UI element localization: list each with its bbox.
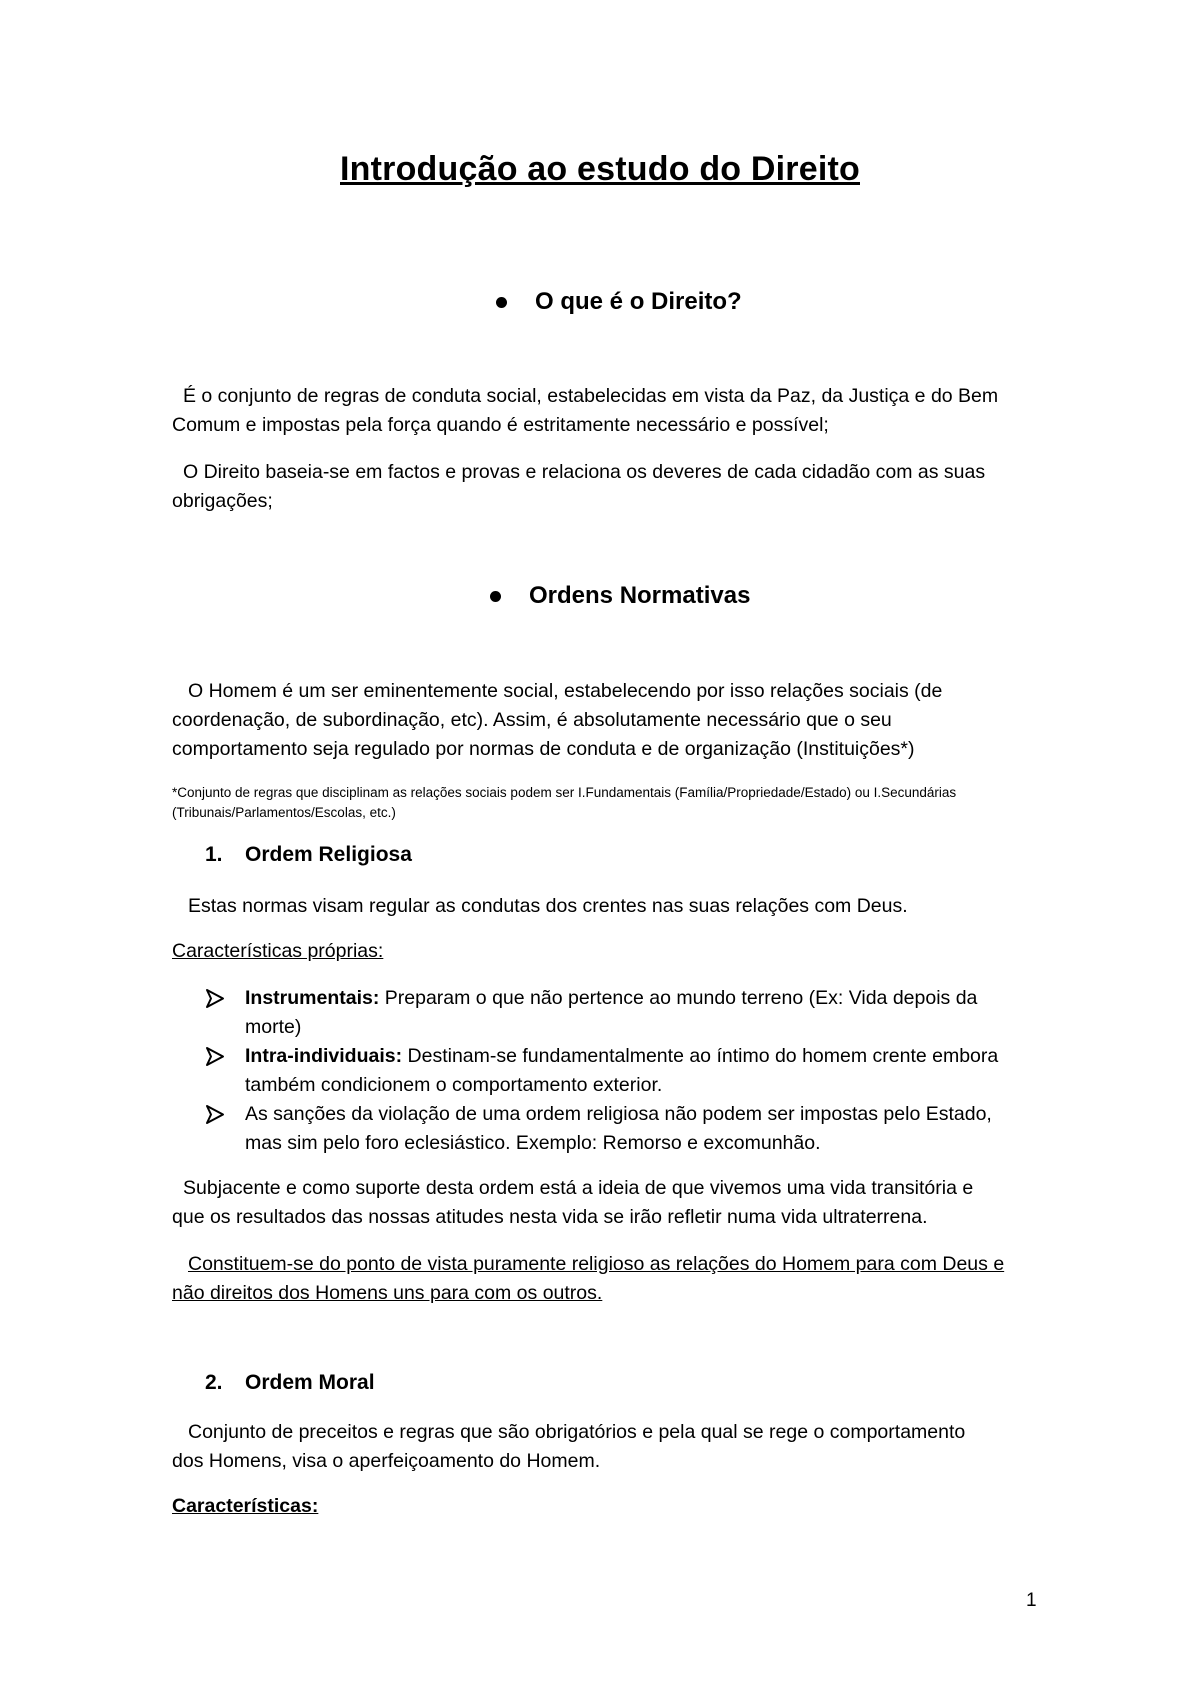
text-line: As sanções da violação de uma ordem religiosa não podem ser impostas pelo Estado, bbox=[245, 1103, 992, 1125]
text-line: O Direito baseia-se em factos e provas e relaciona os deveres de cada cidadão com as suas bbox=[183, 461, 986, 483]
text-line: O Homem é um ser eminentemente social, estabelecendo por isso relações sociais (de bbox=[188, 680, 943, 702]
characteristics-list bbox=[205, 984, 1065, 1158]
text-line: não direitos dos Homens uns para com os outros. bbox=[172, 1282, 603, 1304]
section-heading-what-is-law bbox=[496, 288, 742, 316]
text-line: também condicionem o comportamento exterior. bbox=[245, 1074, 663, 1096]
text-line: morte) bbox=[245, 1016, 302, 1038]
paragraph-underlined-relations bbox=[172, 1250, 1052, 1308]
paragraph-moral-definition bbox=[172, 1418, 1052, 1476]
paragraph-man-social bbox=[172, 677, 1052, 764]
arrowhead-bullet-icon bbox=[205, 1042, 225, 1071]
text-line: Comum e impostas pela força quando é estritamente necessário e possível; bbox=[172, 414, 829, 436]
text-line: obrigações; bbox=[172, 490, 273, 512]
text-line: *Conjunto de regras que disciplinam as relações sociais podem ser I.Fundamentais (Família/Propriedade/Estado) ou I.Secundárias bbox=[172, 785, 957, 800]
list-item bbox=[205, 984, 1065, 1042]
text-line: coordenação, de subordinação, etc). Assim, é absolutamente necessário que o seu bbox=[172, 709, 892, 731]
paragraph-definition bbox=[172, 382, 1052, 440]
list-item bbox=[205, 1042, 1065, 1100]
text-line: que os resultados das nossas atitudes nesta vida se irão refletir numa vida ultraterrena. bbox=[172, 1206, 928, 1228]
text-line: Preparam o que não pertence ao mundo terreno (Ex: Vida depois da bbox=[379, 987, 978, 1009]
document-title: Introdução ao estudo do Direito bbox=[340, 150, 860, 188]
text-line: Destinam-se fundamentalmente ao íntimo do homem crente embora bbox=[402, 1045, 999, 1067]
footnote-institutions bbox=[172, 783, 1072, 823]
bullet-icon bbox=[496, 297, 507, 308]
bullet-icon bbox=[490, 591, 501, 602]
page-number: 1 bbox=[1026, 1590, 1037, 1611]
list-item bbox=[205, 1100, 1065, 1158]
text-line: Conjunto de preceitos e regras que são obrigatórios e pela qual se rege o comportamento bbox=[188, 1421, 966, 1443]
text-line: É o conjunto de regras de conduta social, estabelecidas em vista da Paz, da Justiça e do Bem bbox=[183, 385, 999, 407]
subheading-characteristics: Características: bbox=[172, 1495, 319, 1517]
arrowhead-bullet-icon bbox=[205, 1100, 225, 1129]
section-heading-text: O que é o Direito? bbox=[535, 288, 742, 315]
heading-religious-order bbox=[205, 843, 412, 867]
item-term: Instrumentais: bbox=[245, 987, 380, 1009]
text-line: Constituem-se do ponto de vista puramente religioso as relações do Homem para com Deus e bbox=[188, 1253, 1005, 1275]
heading-number: 2. bbox=[205, 1371, 223, 1394]
paragraph-religious-intro: Estas normas visam regular as condutas dos crentes nas suas relações com Deus. bbox=[188, 895, 908, 917]
section-heading-normative-orders bbox=[490, 582, 750, 610]
item-term: Intra-individuais: bbox=[245, 1045, 403, 1067]
text-line: (Tribunais/Parlamentos/Escolas, etc.) bbox=[172, 805, 396, 820]
text-line: comportamento seja regulado por normas de conduta e de organização (Instituições*) bbox=[172, 738, 915, 760]
heading-number: 1. bbox=[205, 843, 223, 866]
heading-text: Ordem Religiosa bbox=[245, 843, 412, 866]
text-line: Subjacente e como suporte desta ordem está a ideia de que vivemos uma vida transitória e bbox=[183, 1177, 974, 1199]
paragraph-transitory-life bbox=[172, 1174, 1052, 1232]
heading-text: Ordem Moral bbox=[245, 1371, 375, 1394]
section-heading-text: Ordens Normativas bbox=[529, 582, 751, 609]
subheading-own-characteristics: Características próprias: bbox=[172, 940, 384, 962]
heading-moral-order bbox=[205, 1371, 375, 1395]
text-line: dos Homens, visa o aperfeiçoamento do Homem. bbox=[172, 1450, 601, 1472]
text-line: mas sim pelo foro eclesiástico. Exemplo: Remorso e excomunhão. bbox=[245, 1132, 821, 1154]
arrowhead-bullet-icon bbox=[205, 984, 225, 1013]
paragraph-basis bbox=[172, 458, 1052, 516]
